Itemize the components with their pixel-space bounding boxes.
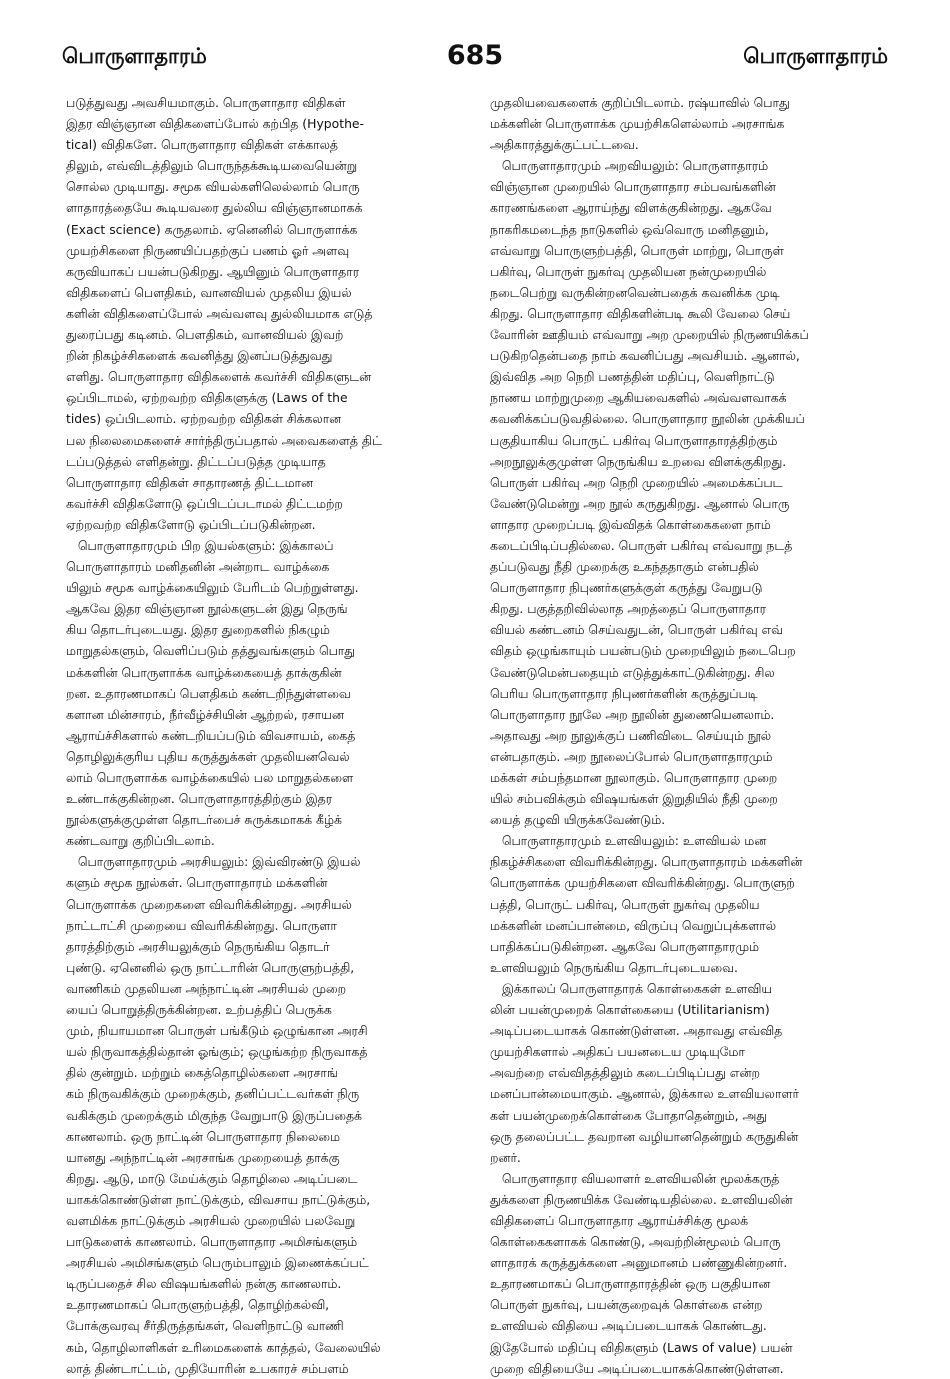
text-line: களின் விதிகளைப்போல் அவ்வளவு துல்லியமாக எடுத் (66, 305, 373, 321)
text-line: புண்டு. ஏனெனில் ஒரு நாட்டாரின் பொருளுற்பத்தி, (66, 959, 355, 975)
text-line: உளவியலும் நெருங்கிய தொடர்புடையவை. (490, 959, 738, 975)
text-line: ஏற்றவற்ற விதிகளோடு ஒப்பிடப்படுகின்றன. (66, 516, 316, 532)
text-line: தாரத்திற்கும் அரசியலுக்கும் நெருங்கிய தொடர் (66, 938, 330, 954)
text-line: வகிக்கும் முறைக்கும் மிகுந்த வேறுபாடு இருப்பதைக் (66, 1107, 362, 1123)
text-line: கவர்ச்சி விதிகளோடு ஒப்பிடப்படாமல் திட்டமற்ற (66, 495, 343, 511)
text-line: மாறுதல்களும், வெளிப்படும் தத்துவங்களும் பொது (66, 643, 356, 659)
text-line: பாடுகளைக் காணலாம். பொருளாதார அமிசங்களும் (66, 1234, 358, 1250)
text-line: விஞ்ஞான முறையில் பொருளாதார சம்பவங்களின் (490, 179, 776, 195)
text-line: பொருளாதார வியலாளர் உளவியலின் மூலக்கருத் (490, 1170, 780, 1186)
text-line: லின் பயன்முறைக் கொள்கையை (Utilitarianism) (490, 1002, 770, 1018)
text-line: ளாதாரத்தையே கூடியவரை துல்லிய விஞ்ஞானமாகக் (66, 200, 363, 216)
text-line: ஆகவே இதர விஞ்ஞான நூல்களுடன் இது நெருங் (66, 601, 348, 617)
text-line: நடைபெற்று வருகின்றனவென்பதைக் கவனிக்க முடி (490, 284, 780, 300)
text-line: ளாதாரக் கருத்துக்களை அனுமானம் பண்ணுகின்றனர். (490, 1255, 788, 1271)
text-line: வேண்டுமென்பதையும் எடுத்துக்காட்டுகின்றது. சில (490, 664, 775, 680)
text-line: பொருளாதார விதிகள் சாதாரணத் திட்டமான (66, 474, 314, 490)
text-line: துக்களை நிருணயிக்க வேண்டியதில்லை. உளவியலின் (490, 1191, 793, 1207)
text-line: தப்படுவது நீதி முறைக்கு உகந்ததாகும் என்பதில் (490, 559, 759, 575)
text-line: விதம் ஒழுங்காயும் பயன்படும் முறையிலும் நடைபெற (490, 643, 796, 659)
running-header (62, 40, 888, 80)
text-line: மக்களின் மனப்பான்மை, விருப்பு வெறுப்புக்களால் (490, 917, 777, 933)
text-line: முதலியவைகளைக் குறிப்பிடலாம். ரஷ்யாவில் பொது (490, 95, 790, 110)
text-line: வளமிக்க நாட்டுக்கும் அரசியல் முறையில் பலவேறு (66, 1212, 356, 1228)
text-line: கவனிக்கப்படுவதில்லை. பொருளாதார நூலின் முக்கியப் (490, 411, 805, 427)
text-line: காரணங்களை ஆராய்ந்து விளக்குகின்றது. ஆகவே (490, 200, 772, 216)
text-line: விதிகளைப் பௌதிகம், வானவியல் முதலிய இயல் (66, 284, 352, 300)
text-line: நிகழ்ச்சிகளை விவரிக்கின்றது. பொருளாதாரம் மக்களின் (490, 854, 803, 870)
text-line: விதிகளைப் பொருளாதார ஆராய்ச்சிக்கு மூலக் (490, 1212, 749, 1228)
text-line: tical) விதிகளே. பொருளாதார விதிகள் எக்காலத் (66, 137, 338, 153)
text-line: கிறது. பகுத்தறிவில்லாத அறத்தைப் பொருளாதார (490, 601, 766, 617)
text-line: பொருளாதாரமும் அறவியலும்: பொருளாதாரம் (490, 158, 769, 174)
text-line: ஆராய்ச்சிகளால் கண்டறியப்படும் விவசாயம், கைத் (66, 727, 356, 743)
text-line: கிறது. பொருளாதார விதிகளின்படி கூலி வேலை செய் (490, 305, 791, 321)
text-line: பத்தி, பொருட் பகிர்வு, பொருள் நுகர்வு முதலிய (490, 896, 760, 912)
text-line: கருவியாகப் பயன்படுகிறது. ஆயினும் பொருளாதார (66, 263, 360, 279)
text-line: டிருப்பதைச் சில விஷயங்களில் நன்கு காணலாம். (66, 1276, 342, 1292)
text-line: பொருளாதாரம் மனிதனின் அன்றாட வாழ்க்கை (66, 559, 330, 575)
text-line: பொருளாதாரமும் உளவியலும்: உளவியல் மன (490, 833, 767, 849)
text-line: மக்களின் பொருளாக்க வாழ்க்கையைத் தாக்குகின் (66, 664, 342, 680)
text-line: பொருளாதாரமும் அரசியலும்: இவ்விரண்டு இயல் (66, 854, 361, 870)
left-text-column (66, 92, 466, 1379)
text-line: படுத்துவது அவசியமாகும். பொருளாதார விதிகள் (66, 95, 346, 110)
text-line: யிலும் சமூக வாழ்க்கையிலும் பேரிடம் பெற்றுள்ளது. (66, 580, 359, 596)
text-line: இவ்வித அற நெறி பணத்தின் மதிப்பு, வெளிநாட்டு (490, 369, 775, 385)
text-line: முறை விதியையே அடிப்படையாகக்கொண்டுள்ளன. (490, 1360, 784, 1376)
text-line: அதாவது அற நூலுக்குப் பணிவிடை செய்யும் நூல் (490, 727, 772, 743)
text-line: அடிப்படையாகக் கொண்டுள்ளன. அதாவது எவ்வித (490, 1023, 783, 1039)
text-line: கிய தொடர்புடையது. இதர துறைகளில் நிகழும் (66, 622, 330, 638)
text-line: பகுதியாகிய பொருட் பகிர்வு பொருளாதாரத்திற்கும் (490, 432, 778, 448)
text-line: அரசியல் அமிசங்களும் பெரும்பாலும் இணைக்கப்பட் (66, 1255, 369, 1271)
text-line: மக்களின் பொருளாக்க முயற்சிகளெல்லாம் அரசாங்க (490, 116, 785, 132)
text-line: லாத் திண்டாட்டம், முதியோரின் உபகாரச் சம்பளம் (66, 1360, 349, 1376)
text-line: யில் சம்பவிக்கும் விஷயங்கள் இறுதியில் நீதி முறை (490, 791, 778, 807)
text-line: வாணிகம் முதலியன அந்நாட்டின் அரசியல் முறை (66, 980, 347, 996)
text-line: நூல்களுக்குமுள்ள தொடர்பைச் சுருக்கமாகக் கீழ்க் (66, 812, 342, 828)
text-line: லாம் பொருளாக்க வாழ்க்கையில் பல மாறுதல்களை (66, 770, 354, 785)
right-text-column (490, 92, 890, 1379)
text-line: ளாதார முறைப்படி இவ்விதக் கொள்கைகளை நாம் (490, 516, 771, 532)
text-line: பொருளாக்க முயற்சிகளை விவரிக்கின்றது. பொருளுற் (490, 875, 795, 891)
text-line: உதாரணமாகப் பொருளாதாரத்தின் ஒரு பகுதியான (490, 1276, 771, 1292)
text-line: மும், நியாயமான பொருள் பங்கீடும் ஒழுங்கான அரசி (66, 1023, 368, 1039)
text-line: ஒப்பிடாமல், ஏற்றவற்ற விதிகளுக்கு (Laws of the (66, 390, 348, 406)
text-line: வேண்டுமென்று அற நூல் கருதுகிறது. ஆனால் பொரு (490, 495, 790, 511)
text-line: tides) ஒப்பிடலாம். ஏற்றவற்ற விதிகள் சிக்கலான (66, 411, 342, 427)
text-line: இதேபோல் மதிப்பு விதிகளும் (Laws of value) பயன் (490, 1339, 793, 1355)
text-line: பொருளாதார நிபுணர்களுக்குள் கருத்து வேறுபடு (490, 580, 763, 596)
text-line: யைப் பொறுத்திருக்கின்றன. உற்பத்திப் பெருக்க (66, 1002, 332, 1018)
text-line: இக்காலப் பொருளாதாரக் கொள்கைகள் உளவிய (490, 980, 772, 996)
text-line: மக்கள் சம்பந்தமான நூலாகும். பொருளாதார முறை (490, 770, 778, 785)
text-line: அதிகாரத்துக்குட்பட்டவை. (490, 137, 639, 153)
text-line: யானது அந்நாட்டின் அரசாங்க முறையைத் தாக்கு (66, 1149, 340, 1165)
page-number: 685 (446, 40, 504, 71)
text-line: மனப்பான்மையாகும். ஆனால், இக்கால உளவியலாளர் (490, 1086, 799, 1102)
text-line: உளவியல் விதியை அடிப்படையாகக் கொண்டது. (490, 1318, 767, 1334)
text-line: நாணய மாற்றுமுறை ஆகியவைகளில் அவ்வளவாகக் (490, 390, 787, 406)
text-line: களான மின்சாரம், நீர்வீழ்ச்சியின் ஆற்றல், ரசாயன (66, 706, 344, 722)
text-line: நாட்டாட்சி முறையை விவரிக்கின்றது. பொருளா (66, 917, 337, 933)
text-line: முயற்சிகளால் அதிகப் பயனடைய முடியுமோ (490, 1044, 745, 1060)
text-line: உதாரணமாகப் பொருளுற்பத்தி, தொழிற்கல்வி, (66, 1297, 330, 1313)
text-line: றனர். (490, 1149, 521, 1165)
text-line: யாகக்கொண்டுள்ள நாட்டுக்கும், விவசாய நாட்டுக்கும், (66, 1191, 371, 1207)
text-line: கள் பயன்முறைக்கொள்கை போதாதென்றும், அது (490, 1107, 768, 1123)
text-line: பெரிய பொருளாதார நிபுணர்களின் கருத்துப்படி (490, 685, 758, 701)
text-line: கண்டவாறு குறிப்பிடலாம். (66, 833, 215, 849)
text-line: (Exact science) கருதலாம். ஏனெனில் பொருளாக்க (66, 221, 358, 237)
text-line: நாகரிகமடைந்த நாடுகளில் ஒவ்வொரு மனிதனும், (490, 221, 769, 237)
text-line: துரைப்பது கடினம். பௌதிகம், வானவியல் இவற் (66, 327, 344, 343)
text-line: றன. உதாரணமாகப் பௌதிகம் கண்டறிந்துள்ளவை (66, 685, 351, 701)
text-line: தில் குன்றும். மற்றும் கைத்தொழில்களை அரசாங் (66, 1065, 338, 1081)
running-title-left: பொருளாதாரம் (62, 44, 207, 68)
text-line: களும் சமூக நூல்கள். பொருளாதாரம் மக்களின் (66, 875, 328, 891)
text-line: வோரின் ஊதியம் எவ்வாறு அற முறையில் நிருணயிக்கப் (490, 327, 809, 343)
text-line: கம், தொழிலாளிகள் உரிமைகளைக் காத்தல், வேலையில் (66, 1339, 381, 1355)
text-line: என்பதாகும். அற நூலைப்போல் பொருளாதாரமும் (490, 748, 773, 764)
text-line: பல நிலைமைகளைச் சார்ந்திருப்பதால் அவைகளைத் திட் (66, 432, 382, 448)
text-line: பாதிக்கப்படுகின்றன. ஆகவே பொருளாதாரமும் (490, 938, 760, 954)
text-line: கம் நிருவகிக்கும் முறைக்கும், தனிப்பட்டவர்கள் நிரு (66, 1086, 360, 1102)
text-line: திலும், எவ்விடத்திலும் பொருந்தக்கூடியவையென்று (66, 158, 358, 174)
text-line: காணலாம். ஒரு நாட்டின் பொருளாதார நிலைமை (66, 1128, 341, 1144)
text-line: பொருளாதார நூலே அற நூலின் துணையெனலாம். (490, 706, 775, 722)
text-line: படுகிறதென்பதை நாம் கவனிப்பது அவசியம். ஆனால், (490, 348, 800, 364)
text-line: போக்குவரவு சீர்திருத்தங்கள், வெளிநாட்டு வாணி (66, 1318, 344, 1334)
text-line: பொருளாதாரமும் பிற இயல்களும்: இக்காலப் (66, 537, 334, 553)
text-line: பகிர்வு, பொருள் நுகர்வு முதலியன நன்முறையில் (490, 263, 767, 279)
text-line: உண்டாக்குகின்றன. பொருளாதாரத்திற்கும் இதர (66, 791, 333, 807)
text-line: எவ்வாறு பொருளுற்பத்தி, பொருள் மாற்று, பொருள் (490, 242, 784, 258)
text-line: கிறது. ஆடு, மாடு மேய்க்கும் தொழிலை அடிப்படை (66, 1170, 358, 1186)
text-line: வியல் கண்டனம் செய்வதுடன், பொருள் பகிர்வு எவ் (490, 622, 784, 638)
text-line: கடைப்பிடிப்பதில்லை. பொருள் பகிர்வு எவ்வாறு நடத் (490, 537, 793, 553)
text-line: பொருளாக்க முறைகளை விவரிக்கின்றது. அரசியல் (66, 896, 352, 912)
text-line: சொல்ல முடியாது. சமூக வியல்களிலெல்லாம் பொரு (66, 179, 360, 195)
text-line: ஒரு தலைப்பட்ட தவறான வழியானதென்றும் கருதுகின் (490, 1128, 799, 1144)
text-line: யல் நிருவாகத்தில்தான் ஓங்கும்; ஒழுங்கற்ற நிருவாகத் (66, 1044, 368, 1060)
text-line: றின் நிகழ்ச்சிகளைக் கவனித்து இனப்படுத்துவது (66, 348, 333, 364)
text-line: தொழிலுக்குரிய புதிய கருத்துக்கள் முதலியனவெல் (66, 748, 350, 764)
text-line: இதர விஞ்ஞான விதிகளைப்போல் கற்பித (Hypothe- (66, 116, 365, 132)
text-line: அறநூலுக்குமுள்ள நெருங்கிய உறவை விளக்குகிறது. (490, 453, 787, 469)
text-line: கொள்கைகளாகக் கொண்டு, அவற்றின்மூலம் பொரு (490, 1234, 781, 1250)
text-line: பொருள் நுகர்வு, பயன்குறைவுக் கொள்கை என்ற (490, 1297, 763, 1313)
text-line: எளிது. பொருளாதார விதிகளைக் கவர்ச்சி விதிகளுடன் (66, 369, 372, 385)
text-line: டப்படுத்தல் எளிதன்று. திட்டப்படுத்த முடியாத (66, 453, 326, 469)
running-title-right: பொருளாதாரம் (743, 44, 888, 68)
text-line: முயற்சிகளை நிருணயிப்பதற்குப் பணம் ஓர் அளவு (66, 242, 350, 258)
text-line: பொருள் பகிர்வு அற நெறி முறையில் அமைக்கப்பட (490, 474, 783, 490)
text-line: அவற்றை எவ்விதத்திலும் கடைப்பிடிப்பது என்ற (490, 1065, 760, 1081)
text-line: யைத் தழுவி யிருக்கவேண்டும். (490, 812, 666, 828)
